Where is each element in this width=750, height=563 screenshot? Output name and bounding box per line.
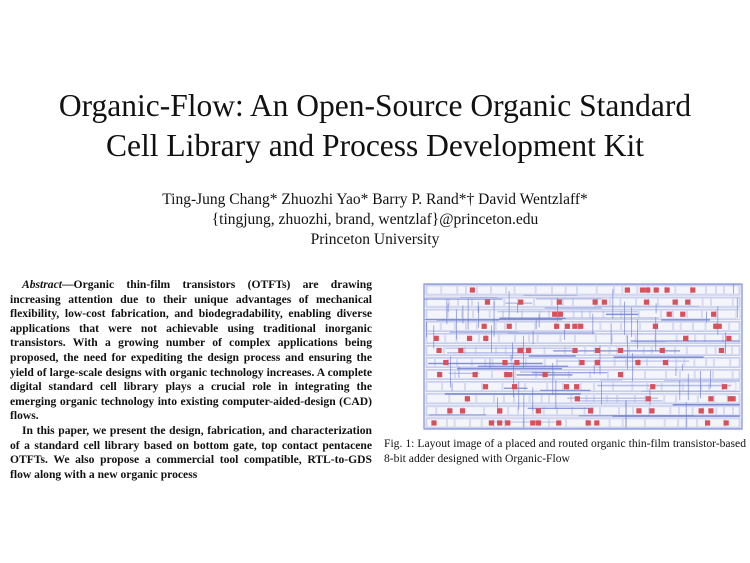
cell-pad [483,336,488,341]
cell-pad [593,300,598,305]
cell-pad [683,336,688,341]
cell-pad [574,384,579,389]
cell-pad [579,360,584,365]
figure-caption: Fig. 1: Layout image of a placed and routed organic thin-film transistor-based 8-bit adder designed with Organic-Flow [384,437,746,465]
cell-pad [673,300,678,305]
cell-pad [705,420,710,425]
cell-pad [644,300,649,305]
cell-pad [497,408,502,413]
cell-pad [711,312,716,317]
cell-pad [640,287,645,292]
cell-pad [556,420,561,425]
abstract-paragraph-2: In this paper, we present the design, fabrication, and characterization of a standard cell library based on bottom gate, top contact pentacene OTFTs. We also propose a commercial tool compatible, RTL-to-GDS flow along with a new organic process [10,423,372,481]
cell-pad [502,360,507,365]
cell-pad [636,408,641,413]
cell-pad [518,300,523,305]
abstract [10,278,372,481]
cell-pad [618,372,623,377]
cell-pad [536,408,541,413]
cell-pad [645,287,650,292]
cell-pad [685,300,690,305]
cell-pad [485,300,490,305]
cell-pad [663,360,668,365]
cell-pad [530,420,535,425]
cell-pad [443,360,448,365]
cell-pad [557,300,562,305]
cell-pad [595,348,600,353]
cell-pad [618,348,623,353]
cell-pad [680,312,685,317]
cell-pad [542,372,547,377]
cell-pad [572,348,577,353]
cell-pad [690,287,695,292]
cell-pad [660,348,665,353]
abstract-label: Abstract [22,278,62,291]
cell-pad [512,384,517,389]
cell-pad [558,312,563,317]
cell-pad [565,324,570,329]
cell-pad [635,360,640,365]
cell-pad [434,336,439,341]
cell-pad [460,408,465,413]
cell-pad [649,408,654,413]
cell-pad [646,396,651,401]
cell-pad [728,396,733,401]
cell-pad [602,300,607,305]
cell-pad [514,360,519,365]
cell-pad [517,348,522,353]
cell-pad [505,420,510,425]
cell-pad [708,396,713,401]
cell-pad [625,287,630,292]
cell-pad [431,420,436,425]
cell-pad [436,348,441,353]
cell-pad [458,348,463,353]
cell-pad [719,348,724,353]
cell-pad [595,360,600,365]
cell-pad [650,384,655,389]
cell-pad [667,312,672,317]
cell-pad [554,324,559,329]
cell-pad [465,396,470,401]
abstract-text-1: —Organic thin-film transistors (OTFTs) are drawing increasing attention due to their unique advantages of mechanical flexibility, low-cost fabrication, and biodegradability, enabling diverse applications that were not achievable using traditional inorganic transistors. With a growing number of complex applications being proposed, the need for expediting the design process and ensuring the yield of large-scale designs with organic technology increases. A complete digital standard cell library plays a crucial role in integrating the emerging organic technology into existing computer-aided-design (CAD) flows. [10,278,372,423]
layout-figure [424,284,742,429]
author-names: Ting-Jung Chang* Zhuozhi Yao* Barry P. Rand*† David Wentzlaff* [162,191,588,208]
author-block [0,190,750,250]
cell-pad [726,336,731,341]
cell-pad [572,324,577,329]
cell-pad [482,324,487,329]
paper-title [0,86,750,166]
cell-pad [708,408,713,413]
cell-pad [586,420,591,425]
cell-pad [664,287,669,292]
cell-pad [575,396,580,401]
cell-pad [578,324,583,329]
cell-pad [489,420,494,425]
cell-pad [507,324,512,329]
cell-pad [724,420,729,425]
abstract-paragraph-1 [10,278,372,424]
cell-pad [467,336,472,341]
cell-pad [483,384,488,389]
cell-pad [588,408,593,413]
title-line-2: Cell Library and Process Development Kit [106,128,644,163]
cell-pad [564,384,569,389]
cell-pad [594,420,599,425]
cell-pad [699,408,704,413]
cell-pad [437,372,442,377]
cell-pad [653,324,658,329]
author-affiliation: Princeton University [310,231,440,248]
author-emails: {tingjung, zhuozhi, brand, wentzlaf}@princeton.edu [211,211,539,228]
cell-pad [470,287,475,292]
title-line-1: Organic-Flow: An Open-Source Organic Standard [58,88,692,123]
cell-pad [497,420,502,425]
cell-pad [713,324,718,329]
cell-pad [654,287,659,292]
cell-pad [472,372,477,377]
cell-pad [447,408,452,413]
cell-pad [722,384,727,389]
cell-pad [536,420,541,425]
cell-pad [526,348,531,353]
cell-pad [507,372,512,377]
cell-pad [552,312,557,317]
